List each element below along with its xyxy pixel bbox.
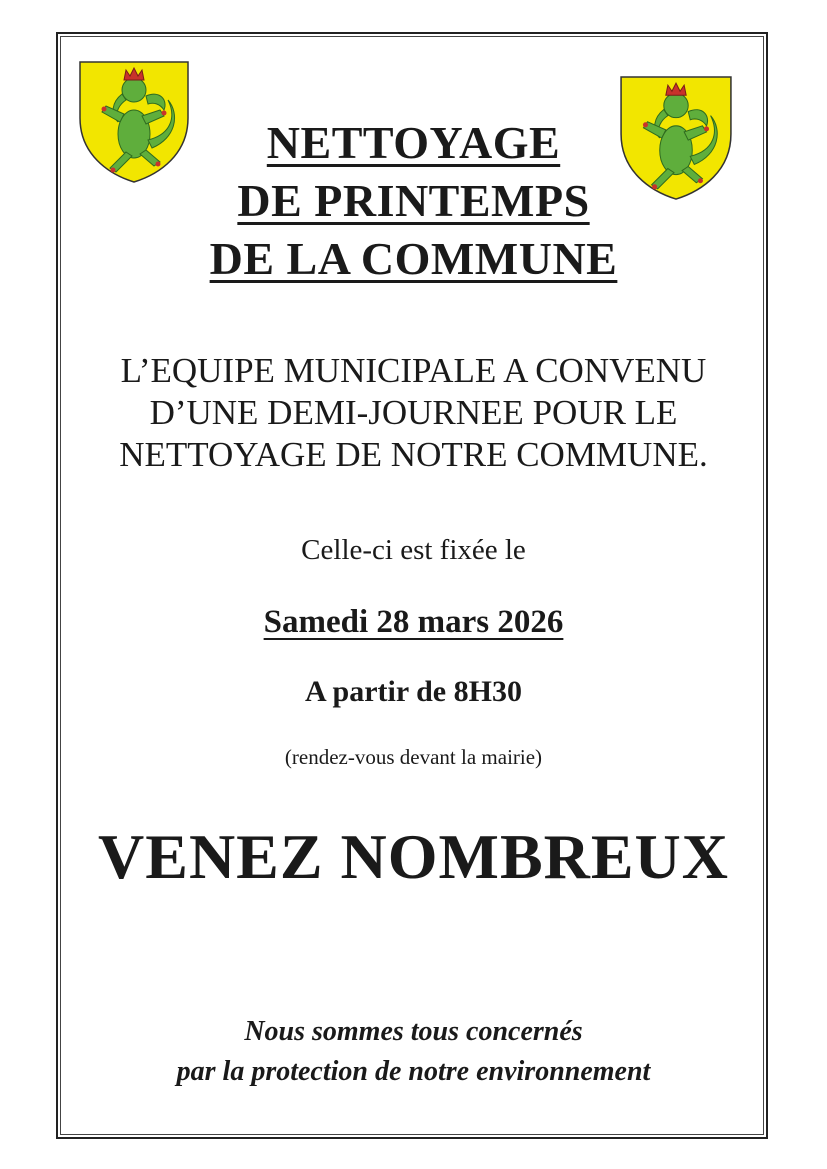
event-date: Samedi 28 mars 2026 <box>263 604 564 640</box>
intro-paragraph <box>0 350 827 476</box>
closing-line-2: par la protection de notre environnement <box>176 1056 651 1087</box>
title-line-1: NETTOYAGE <box>266 117 561 168</box>
intro-line-2: D’UNE DEMI-JOURNEE POUR LE <box>149 393 678 432</box>
closing-message <box>0 1012 827 1092</box>
closing-line-1: Nous sommes tous concernés <box>244 1016 583 1047</box>
fixed-date-intro: Celle-ci est fixée le <box>301 534 526 566</box>
intro-line-1: L’EQUIPE MUNICIPALE A CONVENU <box>120 351 707 390</box>
title-line-2: DE PRINTEMPS <box>237 175 590 226</box>
call-to-action: VENEZ NOMBREUX <box>98 821 729 892</box>
title-line-3: DE LA COMMUNE <box>209 233 618 284</box>
intro-line-3: NETTOYAGE DE NOTRE COMMUNE. <box>119 435 708 474</box>
meeting-point: (rendez-vous devant la mairie) <box>284 745 543 769</box>
event-time: A partir de 8H30 <box>305 675 522 708</box>
